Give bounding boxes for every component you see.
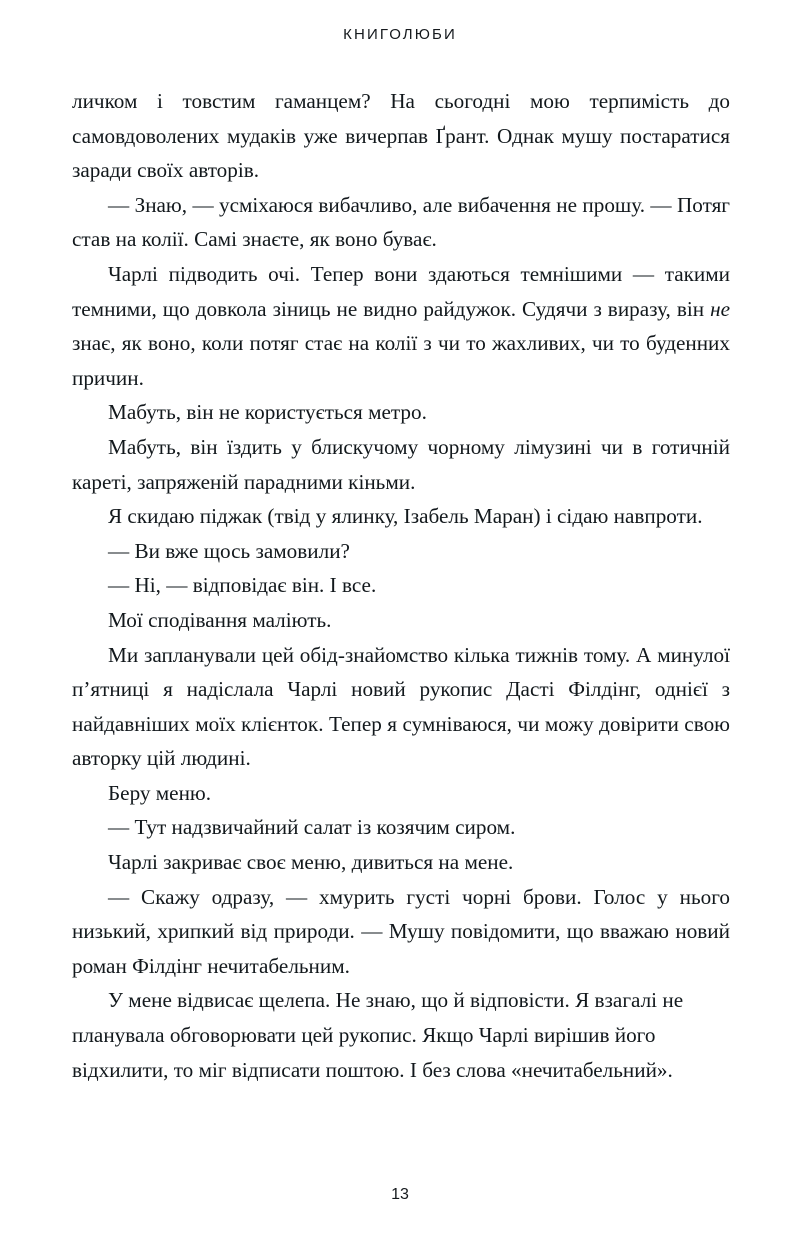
page-number: 13	[391, 1186, 409, 1203]
paragraph: — Знаю, — усміхаюся вибачливо, але вибачення не прошу. — Потяг став на колії. Самі знаєте, як воно буває.	[72, 192, 730, 252]
paragraph: Мої сподівання маліють.	[108, 607, 332, 632]
paragraph: личком і товстим гаманцем? На сьогодні мою терпимість до самовдоволених мудаків уже вичерпав Ґрант. Однак мушу постаратися заради своїх авторів.	[72, 89, 730, 183]
paragraph-text-after-emphasis: знає, як воно, коли потяг стає на колії з чи то жахливих, чи то буденних причин.	[72, 331, 730, 390]
paragraph: Я скидаю піджак (твід у ялинку, Ізабель Маран) і сідаю навпроти.	[108, 504, 703, 529]
paragraph	[72, 257, 730, 395]
emphasized-word: не	[710, 296, 730, 321]
paragraph: — Тут надзвичайний салат із козячим сиром.	[108, 815, 516, 840]
paragraph-text-before-emphasis: Чарлі підводить очі. Тепер вони здаються темнішими — такими темними, що довкола зіниць не видно райдужок. Судячи з виразу, він	[72, 261, 730, 321]
running-head: КНИГОЛЮБИ	[343, 26, 457, 43]
paragraph: У мене відвисає щелепа. Не знаю, що й відповісти. Я взагалі не планувала обговорювати цей рукопис. Якщо Чарлі вирішив його відхилити, то міг відписати поштою. І без слова «нечитабельний».	[72, 988, 684, 1082]
paragraph: Мабуть, він не користується метро.	[108, 400, 427, 425]
paragraph: — Ні, — відповідає він. І все.	[108, 573, 377, 598]
paragraph: — Скажу одразу, — хмурить густі чорні брови. Голос у нього низький, хрипкий від природи. — Мушу повідомити, що вважаю новий роман Філдінг нечитабельним.	[72, 884, 730, 978]
paragraph: — Ви вже щось замовили?	[108, 538, 350, 563]
paragraph: Мабуть, він їздить у блискучому чорному лімузині чи в готичній кареті, запряженій парадними кіньми.	[72, 434, 730, 494]
body-text	[72, 84, 730, 1087]
paragraph: Чарлі закриває своє меню, дивиться на мене.	[108, 850, 514, 875]
paragraph: Ми запланували цей обід-знайомство кілька тижнів тому. А минулої п’ятниці я надіслала Чарлі новий рукопис Дасті Філдінг, однієї з найдавніших моїх клієнток. Тепер я сумніваюся, чи можу довірити свою авторку цій людині.	[72, 642, 730, 771]
paragraph: Беру меню.	[108, 780, 212, 805]
